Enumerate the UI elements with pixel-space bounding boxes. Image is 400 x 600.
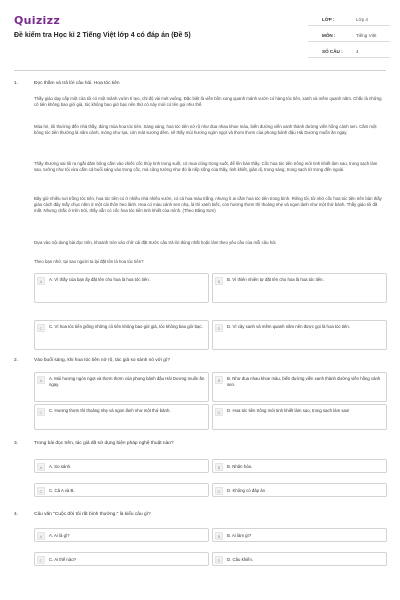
option-text: B. Vì thiên nhiên tự đặt tên cho hoa là hoa tóc tiên. [227,277,324,282]
option-letter: A [37,463,45,471]
question-1 [14,81,386,351]
option-text: D. Hoa tóc tiên trông mới tinh khiết làm sao, trong sạch làm sao! [227,408,350,413]
option-letter: D [215,487,223,495]
question-prompt: Vào buổi sáng, khi hoa tóc tiên nở rộ, tác giả so sánh nó với gì? [34,358,170,363]
passage-paragraph: Thầy thương sai tôi ra ngắt dăm bông cắm vào chiếc cốc thủy tinh trong suốt, cỏ mua cũng trong suốt, để lên bàn thầy. Cốc hoa tóc tiên trông mới tinh khiết làm sao, trong sạch làm sao, tưởng như tôi vừa cắm cả buổi sáng vào trong cốc, mà cũng tưởng như đó là nếp sống của thầy, tinh khiết, giản dị, trong sáng, trong sạch từ trong đến ngoài. [34,161,378,173]
option-letter: B [215,376,223,384]
option-text: D. Không có đáp án [227,487,265,493]
question-number: 1. [14,81,19,86]
answer-option-d[interactable] [212,552,387,566]
answer-option-d[interactable] [212,320,387,350]
option-letter: B [215,277,223,285]
meta-label: SỐ CÂU : [322,49,343,54]
meta-value: 4 [356,49,359,54]
answer-option-b[interactable] [212,372,387,402]
answer-option-d[interactable] [212,404,387,430]
question-prompt: Trong bài đọc trên, tác giả đã sử dụng biện pháp nghệ thuật nào? [34,441,174,446]
header-divider [14,70,386,71]
answer-option-a[interactable] [34,459,209,473]
option-letter: B [215,532,223,540]
option-text: A. Ai là gì? [49,532,70,538]
option-letter: D [215,324,223,332]
option-letter: C [37,408,45,416]
worksheet-title: Đề kiểm tra Học kì 2 Tiếng Việt lớp 4 có đáp án (Đề 5) [14,32,191,39]
answer-option-c[interactable] [34,552,209,566]
passage-paragraph: Thầy giáo dạy cấp một của tôi có một mảnh vườn tí tẹo, chỉ độ vài mét vuông. Đặc biệt là viền bồn xung quanh mảnh vườn có hàng tóc tiên, xanh và mềm quanh năm. Chắc là những cô tiên không bao giờ già, tóc không bao giờ bạc nên thứ cỏ này mới có tên gọi như thế. [34,96,382,108]
answer-option-d[interactable] [212,483,387,497]
question-prompt: Câu văn "Cuộc đời tôi rất bình thường." là kiểu câu gì? [34,512,151,517]
meta-value: Lớp 4 [356,17,368,22]
option-text: D. Câu khiến. [227,556,254,562]
option-letter: A [37,277,45,285]
meta-label: MÔN : [322,33,336,38]
worksheet-header [0,0,400,66]
option-text: D. Vì cây xanh và mềm quanh năm nên được gọi là hoa tóc tiên. [227,324,350,329]
option-text: A. Vì thầy của bạn ấy đặt tên cho hoa là hoa tóc tiên. [49,277,150,282]
option-text: B. Ai làm gì? [227,532,252,538]
passage-paragraph: Mùa hè, tôi thường đến nhà thầy, đúng mùa hoa tóc tiên. Sáng sáng, hoa tóc tiên nở rộ như đua nhau khoe màu, biến đường viền xanh thành đường viền hồng cánh sen. Cầm một bông tóc tiên thường là nâm cánh, mỏng như lụa, còn mát sương đêm, sẽ thấy mùi hương ngòn ngọt và thơm thơm của phong bánh đậu Hải Dương muốn ăn ngay. [34,124,377,136]
question-3 [14,441,386,503]
meta-row-count [308,45,390,58]
answer-option-a[interactable] [34,372,209,402]
option-letter: D [215,408,223,416]
quizizz-logo: Quizizz [14,14,61,27]
option-letter: A [37,376,45,384]
option-text: B. Nhân hóa. [227,463,253,469]
option-text: C. Vì hoa tóc tiên giống những cô tiên không bao giờ già, tóc không bao giờ bạc. [49,324,203,329]
answer-option-c[interactable] [34,483,209,497]
sub-question: Theo bạn nhớ, tại sao người ta lại đặt tên là hoa tóc tiên? [34,259,144,264]
meta-row-subject [308,29,390,42]
answer-option-b[interactable] [212,273,387,303]
answer-option-a[interactable] [34,528,209,542]
option-text: B. Như đua nhau khoe màu, biến đường viền xanh thành đường viền hồng cánh sen. [227,376,381,388]
passage-paragraph: Bây giờ nhiều nơi trồng tóc tiên, hoa tóc tiên có ở nhiều nhà nhiều vườn, có cả hoa màu trắng, nhưng ít ai cắm hoa tóc tiên trong bình. Riêng tôi, tôi nhớ cốc hoa tóc tiên trên bàn thầy giáo cách đây mấy chục năm ở một cái thôn heo lánh. Hoa có màu cánh sen nhạ, lá thì xanh biếc, còn hương thơm thì thoảng nhẹ và ngon lành như một thứ bánh. Thầy giáo tôi đã mất. Nhưng chắc ở trên trời, thầy vẫn có cốc hoa tóc tiên tinh khiết của mình. (Theo Băng Sơn) [34,196,382,214]
question-4 [14,512,386,574]
option-text: A. So sánh. [49,463,72,469]
option-letter: D [215,556,223,564]
question-2 [14,358,386,443]
answer-option-c[interactable] [34,320,209,350]
option-text: C. Cả A và B. [49,487,75,493]
answer-option-b[interactable] [212,528,387,542]
option-text: C. Hương thơm thì thoảng nhẹ và ngon lành như một thứ bánh. [49,408,171,413]
question-prompt: Đọc thầm và trả lời câu hỏi. Hoa tóc tiên [34,81,120,86]
meta-label: LỚP : [322,17,335,22]
meta-row-grade [308,13,390,26]
answer-option-a[interactable] [34,273,209,303]
question-number: 2. [14,358,19,363]
passage-instruction: Dựa vào nội dung bài đọc trên, khoanh tròn vào chữ cái đặt trước câu trả lời đúng nhất hoặc làm theo yêu cầu của mỗi câu hỏi. [34,240,277,245]
option-letter: C [37,324,45,332]
option-text: A. Mùi hương ngòn ngọt và thơm thơm của phong bánh đậu Hải Dương muốn ăn ngay. [49,376,205,388]
option-letter: B [215,463,223,471]
meta-value: Tiếng Việt [356,33,377,38]
question-number: 4. [14,512,19,517]
answer-option-c[interactable] [34,404,209,430]
option-text: C. Ai thế nào? [49,556,76,562]
question-number: 3. [14,441,19,446]
option-letter: A [37,532,45,540]
option-letter: C [37,487,45,495]
answer-option-b[interactable] [212,459,387,473]
option-letter: C [37,556,45,564]
